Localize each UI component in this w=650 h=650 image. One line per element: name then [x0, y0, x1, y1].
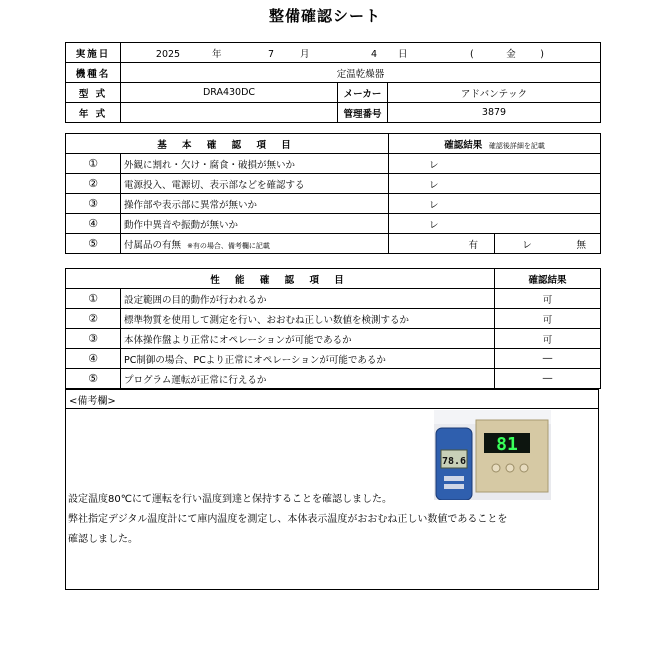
perf-no: ④	[66, 349, 121, 369]
month-unit: 月	[300, 48, 310, 60]
basic-item-text: 外観に割れ・欠け・腐食・破損が無いか	[121, 154, 389, 174]
remarks-line: 確認しました。	[68, 534, 138, 545]
basic-item-text: 動作中異音や振動が無いか	[121, 214, 389, 234]
type-value: DRA430DC	[121, 83, 338, 103]
accessory-label: 付属品の有無	[124, 239, 182, 251]
perf-item-text: 設定範囲の目的動作が行われるか	[121, 289, 495, 309]
model-value: 定温乾燥器	[121, 63, 601, 83]
perf-item-text: プログラム運転が正常に行えるか	[121, 369, 495, 389]
perf-no: ③	[66, 329, 121, 349]
perf-item-text: PC制御の場合、PCより正常にオペレーションが可能であるか	[121, 349, 495, 369]
perf-no: ⑤	[66, 369, 121, 389]
basic-item-text: 操作部や表示部に異常が無いか	[121, 194, 389, 214]
basic-no: ③	[66, 194, 121, 214]
remarks-line: 弊社指定デジタル温度計にて庫内温度を測定し、本体表示温度がおおむね正しい数値であることを	[68, 514, 508, 525]
basic-no: ②	[66, 174, 121, 194]
perf-no: ①	[66, 289, 121, 309]
info-table	[65, 42, 601, 123]
remarks-box	[65, 408, 599, 590]
remarks-notes	[68, 490, 507, 550]
perf-result: ―	[495, 369, 601, 389]
date-value	[121, 43, 601, 63]
date-label: 実施日	[66, 43, 121, 63]
basic-result: レ	[389, 214, 601, 234]
basic-header: 基 本 確 認 項 目	[66, 134, 389, 154]
perf-result: 可	[495, 309, 601, 329]
maker-value: アドバンテック	[388, 83, 601, 103]
accessory-no: 無	[576, 239, 587, 251]
basic-result: レ	[389, 174, 601, 194]
mgmt-value: 3879	[388, 103, 601, 123]
perf-result: ―	[495, 349, 601, 369]
day-value: 4	[370, 48, 378, 60]
remarks-header: <備考欄>	[65, 389, 599, 409]
accessory-note: ※有の場合、備考欄に記載	[187, 241, 270, 250]
year-made-label: 年 式	[66, 103, 121, 123]
month-value: 7	[267, 48, 275, 60]
equipment-photo	[434, 410, 551, 500]
model-label: 機種名	[66, 63, 121, 83]
perf-item-text: 本体操作盤より正常にオペレーションが可能であるか	[121, 329, 495, 349]
basic-result: レ	[389, 194, 601, 214]
basic-result-label: 確認結果	[444, 139, 483, 151]
basic-check-table	[65, 133, 601, 254]
thermometer-readout: 78.6	[441, 456, 467, 467]
type-label: 型 式	[66, 83, 121, 103]
performance-check-table	[65, 268, 601, 389]
mgmt-label: 管理番号	[338, 103, 388, 123]
basic-item-text	[121, 234, 389, 254]
basic-result-note: 確認後詳細を記載	[488, 141, 545, 150]
perf-result: 可	[495, 289, 601, 309]
perf-item-text: 標準物質を使用して測定を行い、おおむね正しい数値を検測するか	[121, 309, 495, 329]
remarks-line: 設定温度80℃にて運転を行い温度到達と保持することを確認しました。	[68, 494, 392, 505]
accessory-result	[495, 234, 601, 254]
basic-no: ④	[66, 214, 121, 234]
basic-no: ①	[66, 154, 121, 174]
controller-readout: 81	[496, 434, 518, 455]
weekday-close: )	[540, 48, 544, 60]
maker-label: メーカー	[338, 83, 388, 103]
basic-no: ⑤	[66, 234, 121, 254]
day-unit: 日	[398, 48, 408, 60]
weekday-value: 金	[506, 48, 516, 60]
year-made-value	[121, 103, 338, 123]
accessory-yes: 有	[389, 234, 495, 254]
accessory-check: レ	[522, 239, 532, 251]
weekday-open: (	[470, 48, 474, 60]
perf-result-header: 確認結果	[495, 269, 601, 289]
year-value: 2025	[155, 48, 181, 60]
perf-no: ②	[66, 309, 121, 329]
page-title: 整備確認シート	[268, 7, 381, 25]
year-unit: 年	[212, 48, 222, 60]
basic-item-text: 電源投入、電源切、表示部などを確認する	[121, 174, 389, 194]
perf-result: 可	[495, 329, 601, 349]
perf-header: 性 能 確 認 項 目	[66, 269, 495, 289]
basic-result: レ	[389, 154, 601, 174]
basic-result-header	[389, 134, 601, 154]
